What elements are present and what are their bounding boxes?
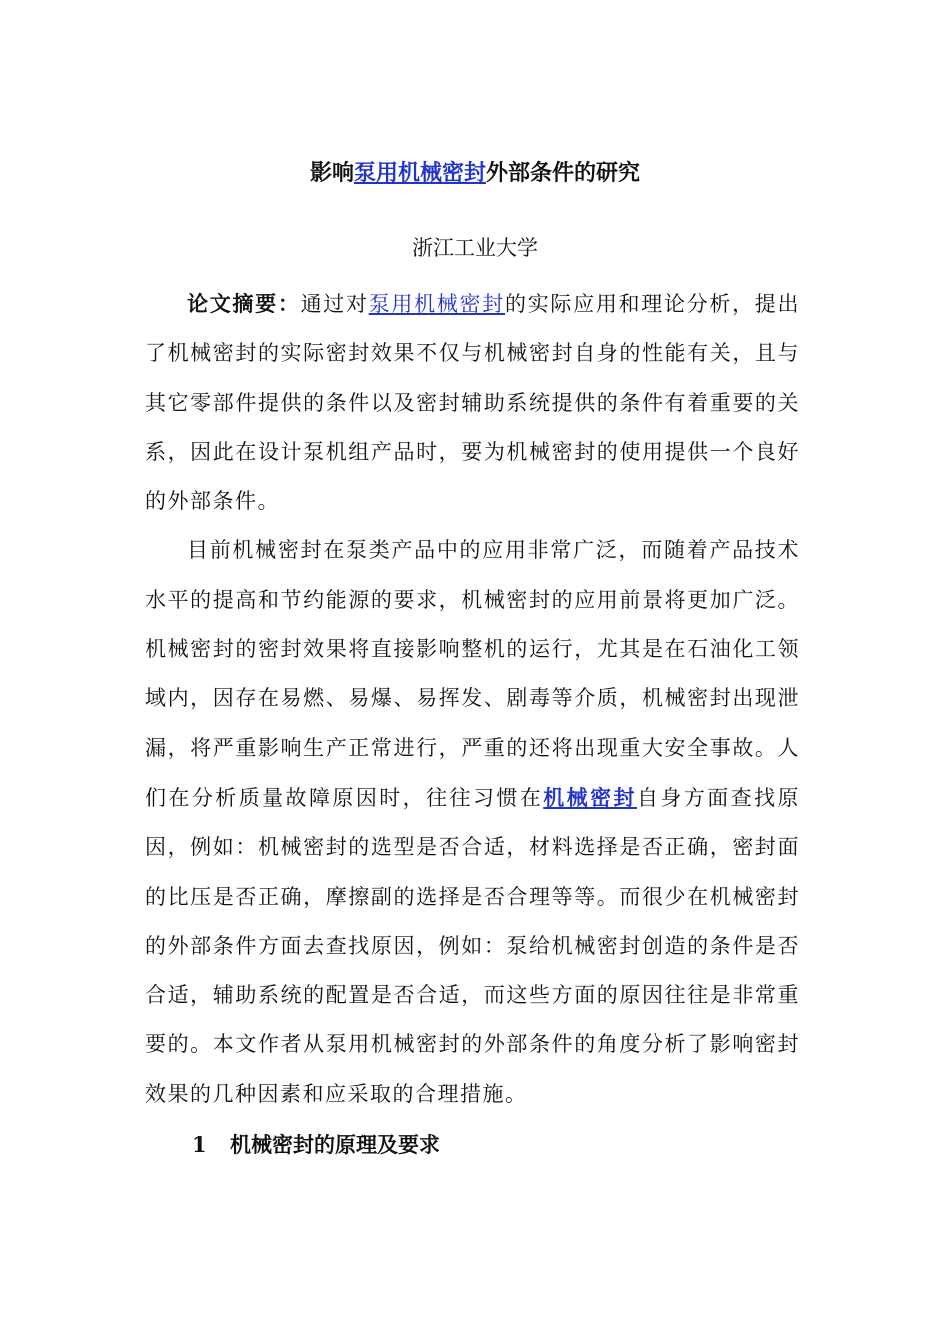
abstract-lead: 通过对 bbox=[300, 292, 369, 316]
section-title: 机械密封的原理及要求 bbox=[230, 1132, 440, 1157]
intro-link-mechanical-seal[interactable]: 机械密封 bbox=[543, 784, 637, 810]
intro-text-start: 目前机械密封在泵类产品中的应用非常广泛，而随着产品技术水平的提高和节约能源的要求，机械密封的应用前景将更加广泛。机械密封的密封效果将直接影响整机的运行，尤其是在石油化工领域内，因存在易燃、易爆、易挥发、剧毒等介质，机械密封出现泄漏，将严重影响生产正常进行，严重的还将出现重大安全事故。人们在分析质量故障原因时，往往习惯在 bbox=[145, 538, 800, 810]
abstract-text: 的实际应用和理论分析，提出了机械密封的实际密封效果不仅与机械密封自身的性能有关，且与其它零部件提供的条件以及密封辅助系统提供的条件有着重要的关系，因此在设计泵机组产品时，要为机械密封的使用提供一个良好的外部条件。 bbox=[145, 292, 801, 514]
intro-paragraph bbox=[145, 526, 800, 1119]
abstract-label: 论文摘要： bbox=[187, 291, 301, 316]
title-prefix: 影响 bbox=[309, 160, 354, 186]
abstract-link-pump-mechanical-seal[interactable]: 泵用机械密封 bbox=[368, 292, 505, 316]
section-heading-1 bbox=[192, 1130, 440, 1160]
section-number: 1 bbox=[192, 1132, 207, 1157]
title-suffix: 外部条件的研究 bbox=[486, 160, 641, 186]
document-body bbox=[145, 279, 800, 1119]
abstract-paragraph bbox=[145, 279, 800, 526]
document-title bbox=[0, 158, 950, 188]
title-link-pump-mechanical-seal[interactable]: 泵用机械密封 bbox=[353, 160, 486, 186]
affiliation: 浙江工业大学 bbox=[412, 236, 538, 260]
intro-text-end: 自身方面查找原因，例如：机械密封的选型是否合适，材料选择是否正确，密封面的比压是否正确，摩擦副的选择是否合理等等。而很少在机械密封的外部条件方面去查找原因，例如：泵给机械密封创造的条件是否合适，辅助系统的配置是否合适，而这些方面的原因往往是非常重要的。本文作者从泵用机械密封的外部条件的角度分析了影响密封效果的几种因素和应采取的合理措施。 bbox=[145, 785, 801, 1106]
